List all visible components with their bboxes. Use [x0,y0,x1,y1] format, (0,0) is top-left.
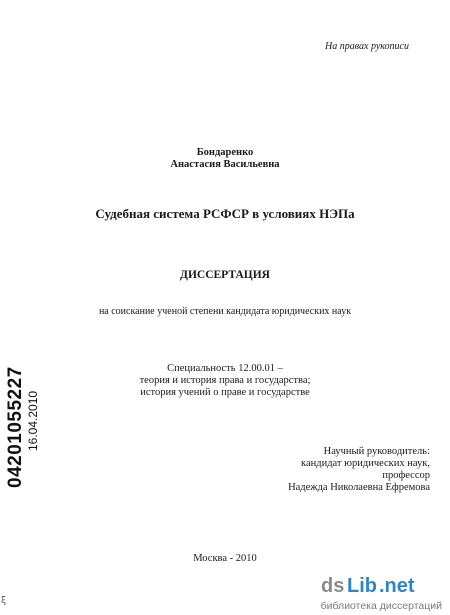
logo-lib: Lib [347,575,377,597]
library-stamp [6,366,40,488]
logo-net: .net [379,575,415,597]
supervisor-line-3: профессор [382,470,430,481]
scan-mark: ξ [1,596,7,606]
supervisor-line-2: кандидат юридических наук, [301,458,430,469]
watermark-caption: библиотека диссертаций [320,600,442,612]
specialty-block [0,363,450,399]
dslib-logo [270,575,448,597]
document-type: ДИССЕРТАЦИЯ [180,269,270,281]
author-name: Анастасия Васильевна [170,159,280,170]
degree-line: на соискание ученой степени кандидата юридических наук [98,306,352,317]
specialty-line-3: история учений о праве и государстве [140,387,310,398]
dissertation-title: Судебная система РСФСР в условиях НЭПа [95,206,355,221]
specialty-line-1: Специальность 12.00.01 – [167,363,283,374]
city-year: Москва - 2010 [193,553,257,564]
stamp-number: 04201055227 [5,366,26,488]
stamp-date: 16.04.2010 [26,390,40,451]
supervisor-line-1: Научный руководитель: [323,446,430,457]
manuscript-rights-note: На правах рукописи [325,41,409,52]
dslib-watermark [270,575,448,613]
supervisor-line-4: Надежда Николаевна Ефремова [288,482,430,493]
logo-ds: ds [321,575,345,597]
specialty-line-2: теория и история права и государства; [139,375,311,386]
supervisor-block [288,446,430,494]
author-surname: Бондаренко [196,147,254,158]
